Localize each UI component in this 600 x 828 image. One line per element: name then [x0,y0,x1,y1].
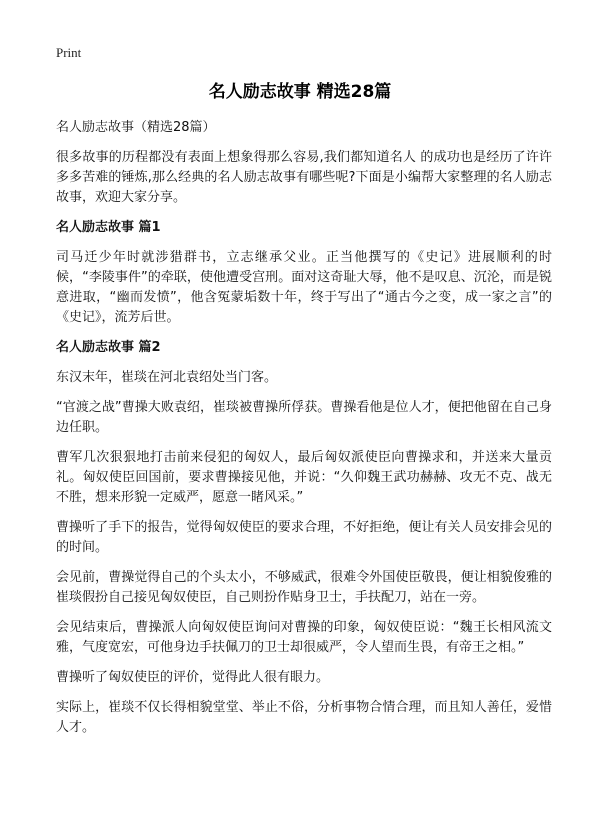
section-2 [56,338,552,738]
paragraph: 曹军几次狠狠地打击前来侵犯的匈奴人，最后匈奴派使臣向曹操求和，并送来大量贡礼。匈奴使臣回国前，要求曹操接见他，并说：“久仰魏王武功赫赫、攻无不克、战无不胜，想来形貌一定威严，愿意一睹风采。” [56,450,552,505]
paragraph: 会见结束后，曹操派人向匈奴使臣询问对曹操的印象，匈奴使臣说：“魏王长相风流文雅，气度宽宏，可他身边手扶佩刀的卫士却很威严，令人望而生畏，有帝王之相。” [56,620,552,655]
paragraph: “官渡之战”曹操大败袁绍，崔琰被曹操所俘获。曹操看他是位人才，便把他留在自己身边任职。 [56,400,552,435]
print-link[interactable]: Print [56,45,82,60]
paragraph: 司马迁少年时就涉猎群书，立志继承父业。正当他撰写的《史记》进展顺利的时候，“李陵事件”的牵联，使他遭受宫刑。面对这奇耻大辱，他不是叹息、沉沦，而是锐意进取，“幽而发愤”，他含冤蒙垢数十年，终于写出了“通古今之变，成一家之言”的《史记》，流芳后世。 [56,250,552,325]
document-title: 名人励志故事 精选28篇 [208,82,392,102]
document-subtitle: 名人励志故事（精选28篇） [56,120,216,135]
section-1 [56,218,552,328]
paragraph: 曹操听了匈奴使臣的评价，觉得此人很有眼力。 [56,670,330,685]
paragraph: 会见前，曹操觉得自己的个头太小，不够威武，很难令外国使臣敬畏，便让相貌俊雅的崔琰假扮自己接见匈奴使臣，自己则扮作贴身卫士，手扶配刀，站在一旁。 [56,570,552,605]
paragraph: 东汉末年，崔琰在河北袁绍处当门客。 [56,370,278,385]
intro-paragraph: 很多故事的历程都没有表面上想象得那么容易,我们都知道名人 的成功也是经历了许许多多苦难的锤炼,那么经典的名人励志故事有哪些呢?下面是小编帮大家整理的名人励志故事，欢迎大家分享。 [56,150,552,205]
document-body [56,118,552,748]
section-heading: 名人励志故事 篇2 [56,340,161,355]
section-heading: 名人励志故事 篇1 [56,220,161,235]
paragraph: 曹操听了手下的报告，觉得匈奴使臣的要求合理，不好拒绝，便让有关人员安排会见的的时间。 [56,520,552,555]
paragraph: 实际上，崔琰不仅长得相貌堂堂、举止不俗，分析事物合情合理，而且知人善任，爱惜人才。 [56,700,552,735]
